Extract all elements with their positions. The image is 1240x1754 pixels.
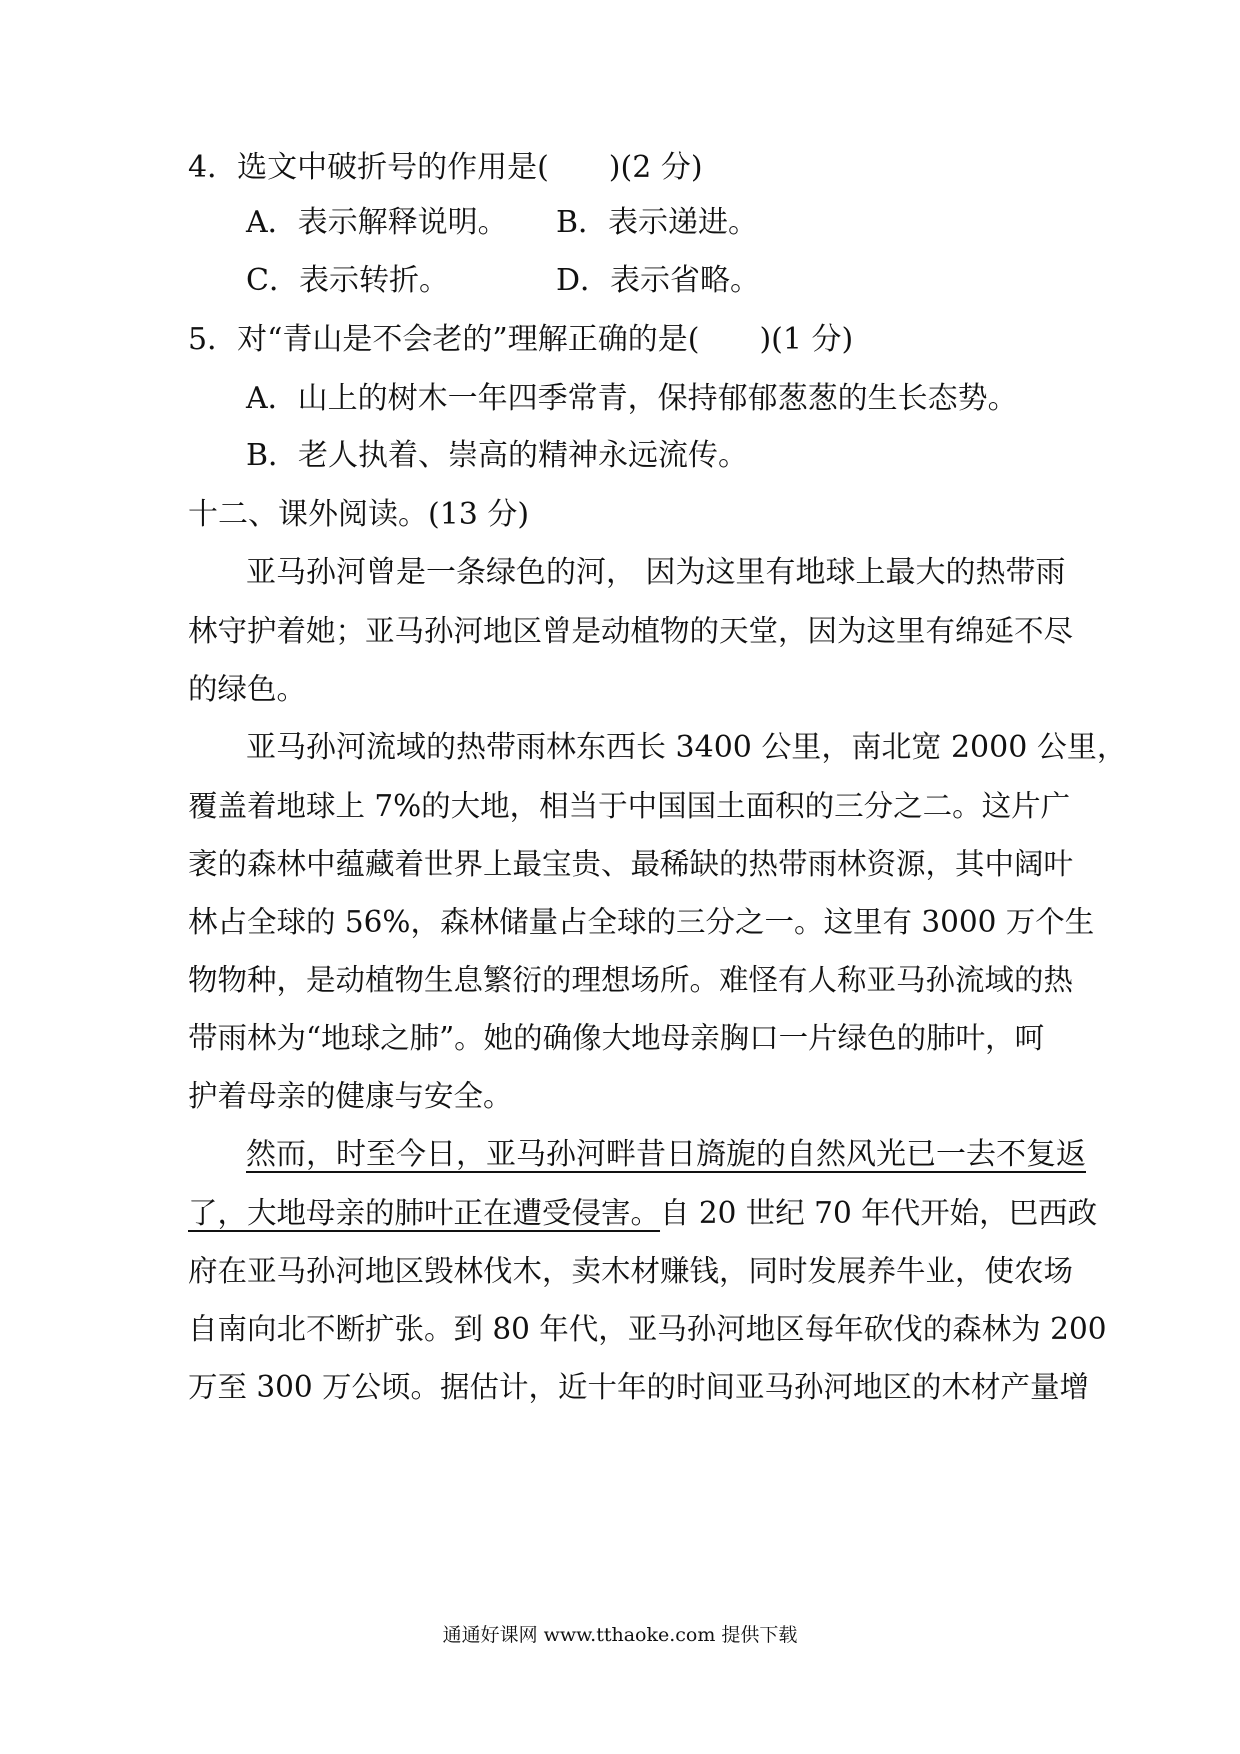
q4-option-a: A．表示解释说明。 [246,205,508,240]
q4-option-b: B．表示递进。 [556,205,759,240]
passage-line: 的绿色。 [188,672,307,706]
passage-line: 府在亚马孙河地区毁林伐木，卖木材赚钱，同时发展养牛业，使农场 [188,1254,1074,1288]
q5-option-b: B．老人执着、崇高的精神永远流传。 [246,438,749,473]
passage-line-mixed [188,1193,1097,1233]
passage-text: 自 20 世纪 70 年代开始，巴西政 [660,1196,1098,1230]
passage-line: 袤的森林中蕴藏着世界上最宝贵、最稀缺的热带雨林资源，其中阔叶 [188,847,1074,881]
passage-line: 自南向北不断扩张。到 80 年代，亚马孙河地区每年砍伐的森林为 200 [188,1312,1107,1346]
passage-line: 万至 300 万公顷。据估计，近十年的时间亚马孙河地区的木材产量增 [188,1370,1090,1404]
q4-stem: 4．选文中破折号的作用是( )(2 分) [188,150,703,185]
passage-line: 亚马孙河流域的热带雨林东西长 3400 公里，南北宽 2000 公里， [246,730,1127,765]
underlined-sentence-end: 了，大地母亲的肺叶正在遭受侵害。 [188,1196,661,1230]
q4-option-d: D．表示省略。 [556,263,761,298]
q4-option-c: C．表示转折。 [246,263,449,298]
passage-line: 物物种，是动植物生息繁衍的理想场所。难怪有人称亚马孙流域的热 [188,963,1074,997]
q5-option-a: A．山上的树木一年四季常青，保持郁郁葱葱的生长态势。 [246,381,1018,416]
passage-line: 林占全球的 56%，森林储量占全球的三分之一。这里有 3000 万个生 [188,905,1095,939]
passage-line: 林守护着她；亚马孙河地区曾是动植物的天堂，因为这里有绵延不尽 [188,614,1074,648]
passage-line: 覆盖着地球上 7%的大地，相当于中国国土面积的三分之二。这片广 [188,789,1071,823]
passage-line: 带雨林为“地球之肺”。她的确像大地母亲胸口一片绿色的肺叶，呵 [188,1021,1045,1055]
q5-stem: 5．对“青山是不会老的”理解正确的是( )(1 分) [188,322,854,357]
passage-line: 亚马孙河曾是一条绿色的河， 因为这里有地球上最大的热带雨 [246,555,1066,590]
section-title: 十二、课外阅读。(13 分) [188,497,530,532]
passage-line: 护着母亲的健康与安全。 [188,1079,513,1113]
page-footer: 通通好课网 www.tthaoke.com 提供下载 [442,1624,798,1646]
underlined-sentence: 然而，时至今日，亚马孙河畔昔日旖旎的自然风光已一去不复返 [246,1137,1086,1172]
